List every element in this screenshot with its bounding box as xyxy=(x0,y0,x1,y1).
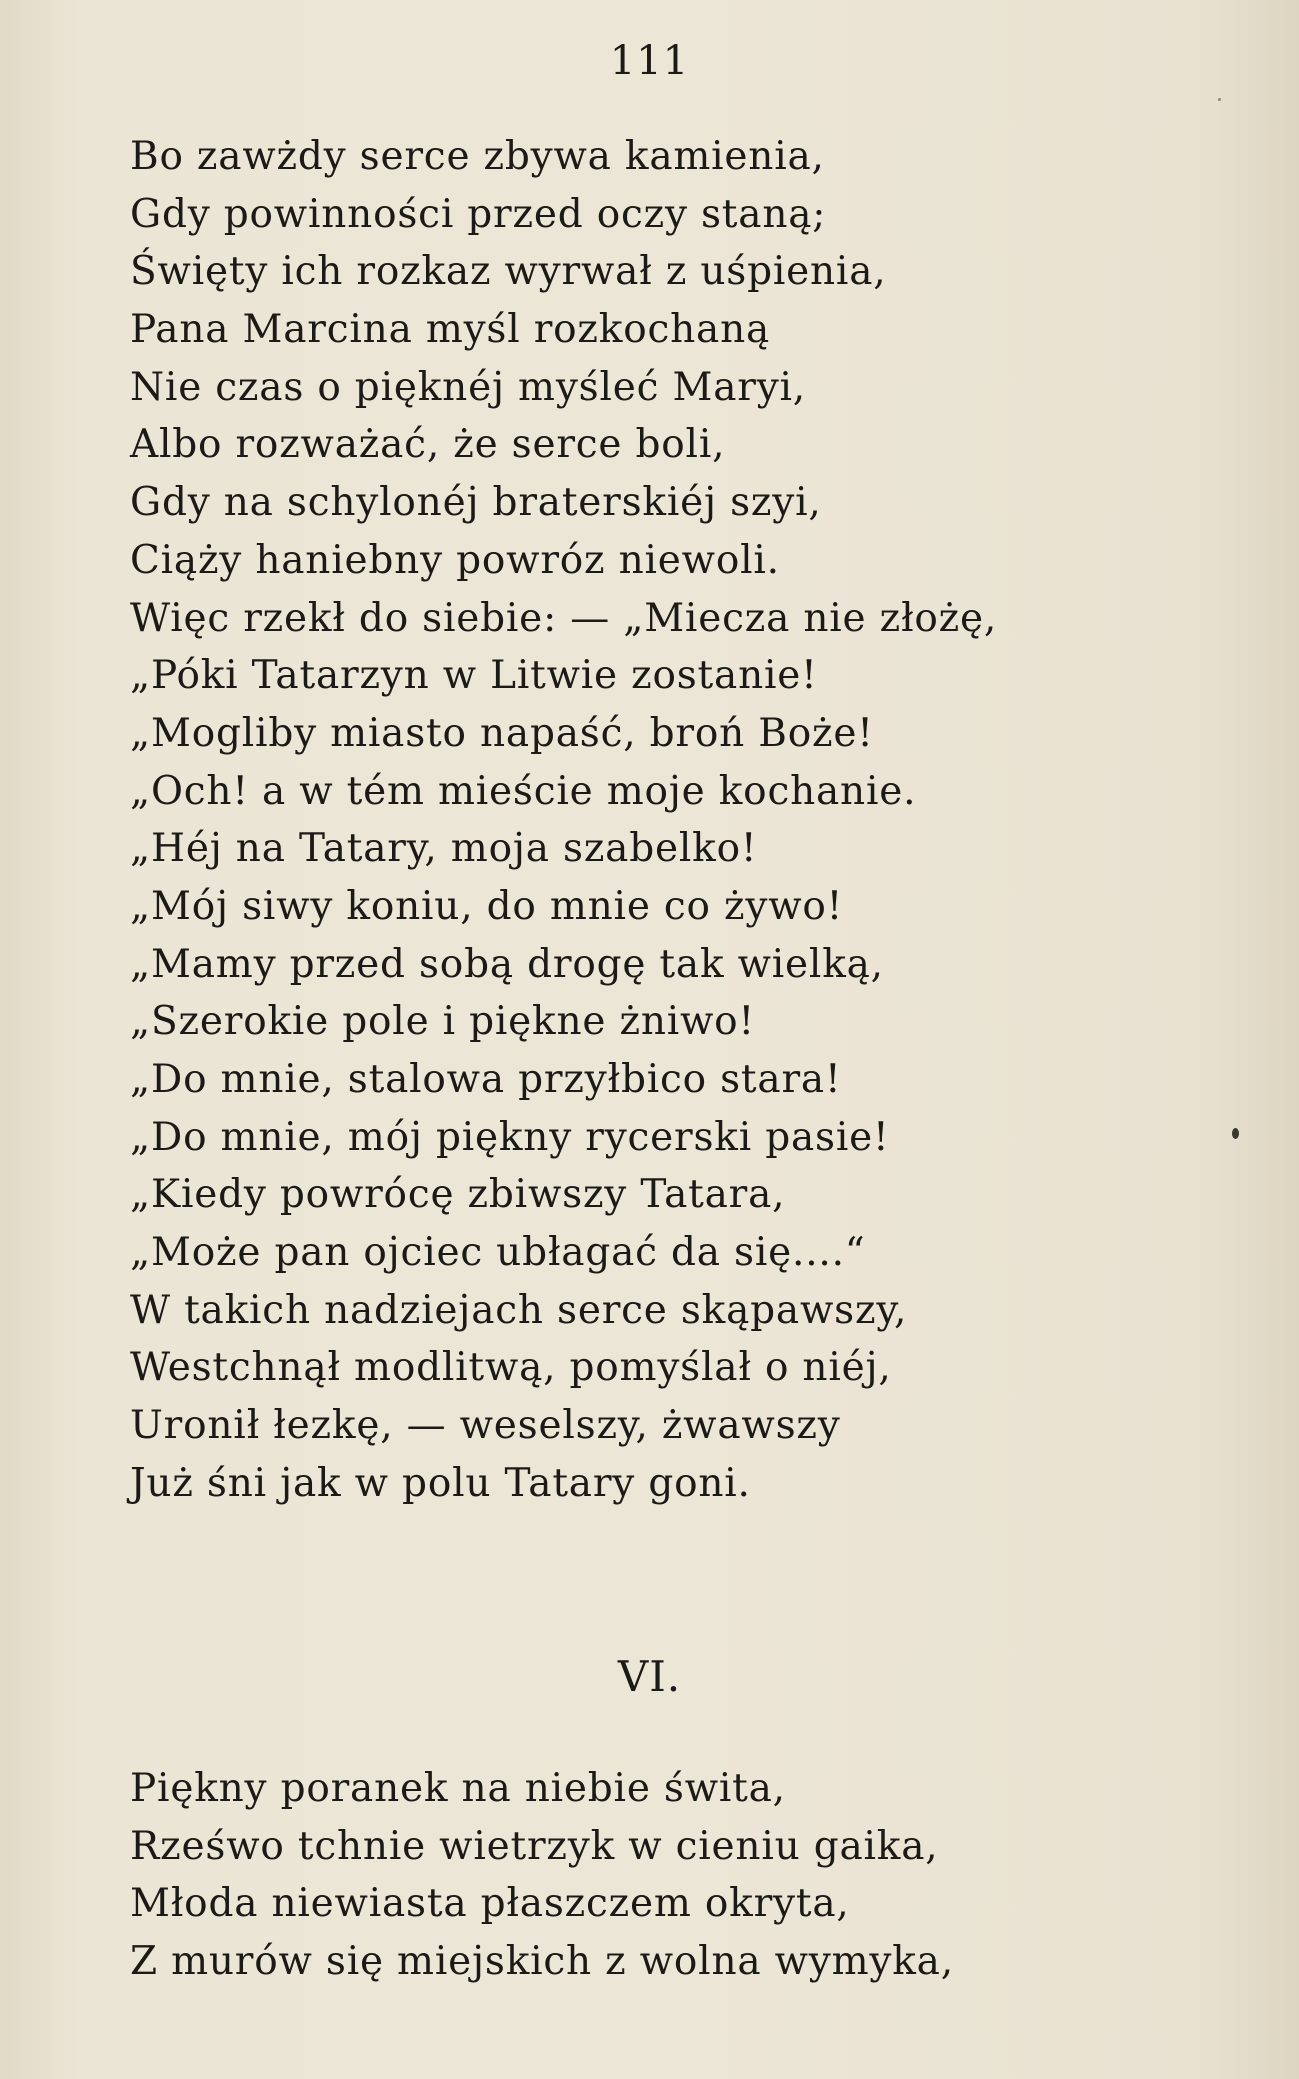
poem-line: Już śni jak w polu Tatary goni. xyxy=(130,1460,751,1506)
poem-line: Z murów się miejskich z wolna wymyka, xyxy=(130,1939,954,1985)
poem-line: Święty ich rozkaz wyrwał z uśpienia, xyxy=(130,249,887,295)
page-number: 111 xyxy=(609,38,690,84)
poem-line: „Mamy przed sobą drogę tak wielką, xyxy=(130,941,884,987)
poem-line: W takich nadziejach serce skąpawszy, xyxy=(130,1287,908,1333)
section-heading: VI. xyxy=(617,1652,682,1701)
poem-line: Rześwo tchnie wietrzyk w cieniu gaika, xyxy=(130,1823,939,1869)
poem-line: „Mój siwy koniu, do mnie co żywo! xyxy=(130,883,844,929)
poem-line: „Póki Tatarzyn w Litwie zostanie! xyxy=(130,653,818,699)
poem-line: Albo rozważać, że serce boli, xyxy=(130,422,726,468)
poem-line: „Kiedy powrócę zbiwszy Tatara, xyxy=(130,1172,786,1218)
poem-line: Bo zawżdy serce zbywa kamienia, xyxy=(130,134,825,179)
paper-speck xyxy=(1232,1128,1239,1139)
poem-line: „Może pan ojciec ubłagać da się....“ xyxy=(130,1230,866,1276)
poem-line: „Och! a w tém mieście moje kochanie. xyxy=(130,768,917,814)
poem-line: Pana Marcina myśl rozkochaną xyxy=(130,307,771,353)
poem-line: Więc rzekł do siebie: — „Miecza nie złożę, xyxy=(130,595,998,641)
poem-line: „Mogliby miasto napaść, broń Boże! xyxy=(130,710,874,756)
poem-line: Piękny poranek na niebie świta, xyxy=(130,1766,786,1811)
poem-stanza xyxy=(130,128,1190,1513)
poem-line: Gdy powinności przed oczy staną; xyxy=(130,191,827,237)
paper-speck xyxy=(1218,98,1221,101)
poem-line: Westchnął modlitwą, pomyślał o niéj, xyxy=(130,1345,892,1391)
poem-stanza xyxy=(130,1760,1190,1991)
poem-line: Uronił łezkę, — weselszy, żwawszy xyxy=(130,1403,841,1449)
poem-line: „Do mnie, stalowa przyłbico stara! xyxy=(130,1057,842,1102)
poem-line: „Héj na Tatary, moja szabelko! xyxy=(130,826,758,872)
poem-line: Gdy na schylonéj braterskiéj szyi, xyxy=(130,480,822,526)
poem-line: Ciąży haniebny powróz niewoli. xyxy=(130,537,780,583)
poem-line: „Szerokie pole i piękne żniwo! xyxy=(130,999,755,1045)
poem-line: Nie czas o pięknéj myśleć Maryi, xyxy=(130,364,806,410)
poem-line: Młoda niewiasta płaszczem okryta, xyxy=(130,1881,850,1927)
poem-line: „Do mnie, mój piękny rycerski pasie! xyxy=(130,1114,890,1160)
